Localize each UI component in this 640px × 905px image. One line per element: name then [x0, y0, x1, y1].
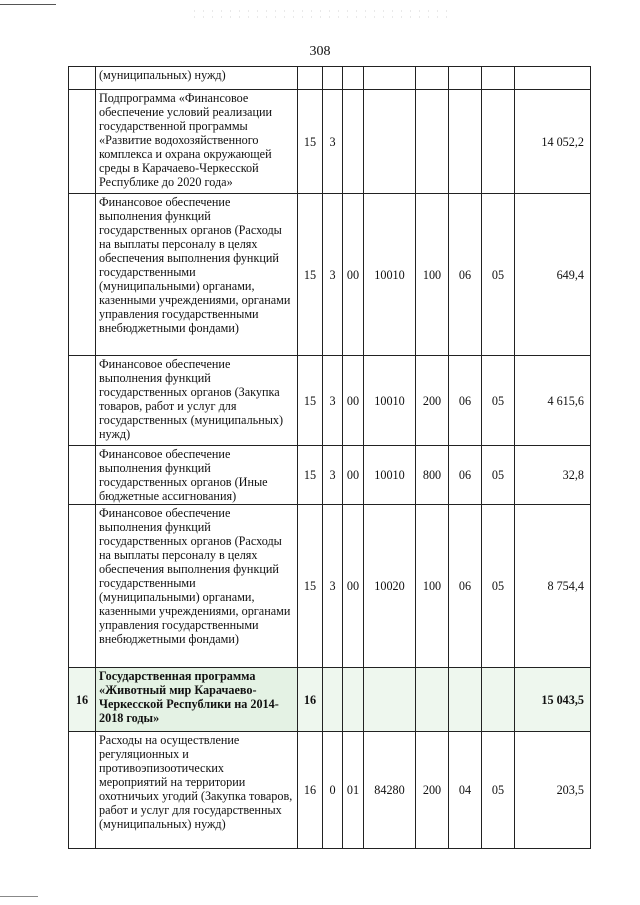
code-expense-type-cell: [416, 668, 449, 732]
row-name-cell: Финансовое обеспечение выполнения функций государственных органов (Расходы на выплаты персоналу в целях обеспечения выполнения функций государственными (муниципальными) органами, казенными учреждениями, органами управления государственными внебюджетными фондами): [96, 505, 298, 668]
amount-cell: 203,5: [515, 732, 591, 849]
code-section-cell: [449, 668, 482, 732]
code-main-event-cell: 00: [343, 446, 364, 505]
code-section-cell: 06: [449, 356, 482, 446]
table-row: [69, 67, 591, 90]
code-subsection-cell: 05: [482, 446, 515, 505]
code-program-cell: 15: [298, 194, 323, 356]
amount-cell: 32,8: [515, 446, 591, 505]
code-main-event-cell: [343, 67, 364, 90]
code-program-cell: 15: [298, 505, 323, 668]
code-section-cell: 06: [449, 446, 482, 505]
row-name-cell: Финансовое обеспечение выполнения функций государственных органов (Иные бюджетные ассигнования): [96, 446, 298, 505]
row-name-cell: Подпрограмма «Финансовое обеспечение условий реализации государственной программы «Развитие водохозяйственного комплекса и охрана окружающей среды в Карачаево-Черкесской Республике до 2020 года»: [96, 90, 298, 194]
code-subprogram-cell: 3: [323, 194, 343, 356]
row-number-cell: [69, 446, 96, 505]
code-direction-cell: [364, 90, 416, 194]
code-direction-cell: 10020: [364, 505, 416, 668]
code-section-cell: 04: [449, 732, 482, 849]
code-subprogram-cell: [323, 668, 343, 732]
amount-cell: 14 052,2: [515, 90, 591, 194]
row-number-cell: [69, 505, 96, 668]
code-subprogram-cell: 3: [323, 446, 343, 505]
row-number-cell: [69, 194, 96, 356]
code-subsection-cell: [482, 668, 515, 732]
code-direction-cell: [364, 67, 416, 90]
code-main-event-cell: [343, 90, 364, 194]
row-number-cell: [69, 67, 96, 90]
code-subsection-cell: 05: [482, 505, 515, 668]
scan-edge-rule-bottom: [0, 896, 38, 897]
table-row: [69, 505, 591, 668]
table-row: [69, 356, 591, 446]
code-direction-cell: 10010: [364, 446, 416, 505]
code-program-cell: 16: [298, 732, 323, 849]
amount-cell: 649,4: [515, 194, 591, 356]
code-expense-type-cell: [416, 67, 449, 90]
amount-cell: 8 754,4: [515, 505, 591, 668]
amount-cell: 15 043,5: [515, 668, 591, 732]
row-number-cell: 16: [69, 668, 96, 732]
code-subprogram-cell: [323, 67, 343, 90]
code-expense-type-cell: 200: [416, 732, 449, 849]
code-section-cell: 06: [449, 505, 482, 668]
code-main-event-cell: 01: [343, 732, 364, 849]
row-name-cell: (муниципальных) нужд): [96, 67, 298, 90]
code-subprogram-cell: 3: [323, 356, 343, 446]
code-subsection-cell: [482, 90, 515, 194]
row-name-cell: Государственная программа «Животный мир Карачаево-Черкесской Республики на 2014-2018 годы»: [96, 668, 298, 732]
scan-noise: [190, 8, 450, 18]
code-subsection-cell: 05: [482, 732, 515, 849]
code-program-cell: 15: [298, 90, 323, 194]
table-row: [69, 446, 591, 505]
code-subsection-cell: [482, 67, 515, 90]
code-direction-cell: 10010: [364, 194, 416, 356]
code-program-cell: [298, 67, 323, 90]
code-direction-cell: 84280: [364, 732, 416, 849]
row-number-cell: [69, 90, 96, 194]
amount-cell: [515, 67, 591, 90]
row-name-cell: Расходы на осуществление регуляционных и противоэпизоотических мероприятий на территории охотничьих угодий (Закупка товаров, работ и услуг для государственных (муниципальных) нужд): [96, 732, 298, 849]
code-section-cell: 06: [449, 194, 482, 356]
page-number: 308: [309, 44, 331, 59]
code-expense-type-cell: 100: [416, 505, 449, 668]
code-expense-type-cell: [416, 90, 449, 194]
code-subprogram-cell: 3: [323, 505, 343, 668]
code-subsection-cell: 05: [482, 356, 515, 446]
code-expense-type-cell: 100: [416, 194, 449, 356]
code-main-event-cell: 00: [343, 356, 364, 446]
code-subsection-cell: 05: [482, 194, 515, 356]
table-row: [69, 194, 591, 356]
row-name-cell: Финансовое обеспечение выполнения функций государственных органов (Закупка товаров, работ и услуг для государственных (муниципальных) нужд): [96, 356, 298, 446]
code-expense-type-cell: 200: [416, 356, 449, 446]
code-direction-cell: 10010: [364, 356, 416, 446]
code-main-event-cell: 00: [343, 194, 364, 356]
code-section-cell: [449, 67, 482, 90]
row-number-cell: [69, 356, 96, 446]
code-main-event-cell: [343, 668, 364, 732]
program-row: [69, 668, 591, 732]
scan-edge-rule: [0, 4, 56, 5]
budget-table-body: [69, 67, 591, 849]
table-row: [69, 732, 591, 849]
row-name-cell: Финансовое обеспечение выполнения функций государственных органов (Расходы на выплаты персоналу в целях обеспечения выполнения функций государственными (муниципальными) органами, казенными учреждениями, органами управления государственными внебюджетными фондами): [96, 194, 298, 356]
code-program-cell: 15: [298, 446, 323, 505]
table-row: [69, 90, 591, 194]
code-section-cell: [449, 90, 482, 194]
code-expense-type-cell: 800: [416, 446, 449, 505]
code-main-event-cell: 00: [343, 505, 364, 668]
row-number-cell: [69, 732, 96, 849]
code-subprogram-cell: 3: [323, 90, 343, 194]
code-subprogram-cell: 0: [323, 732, 343, 849]
code-program-cell: 16: [298, 668, 323, 732]
amount-cell: 4 615,6: [515, 356, 591, 446]
code-direction-cell: [364, 668, 416, 732]
code-program-cell: 15: [298, 356, 323, 446]
budget-table: [68, 66, 591, 849]
